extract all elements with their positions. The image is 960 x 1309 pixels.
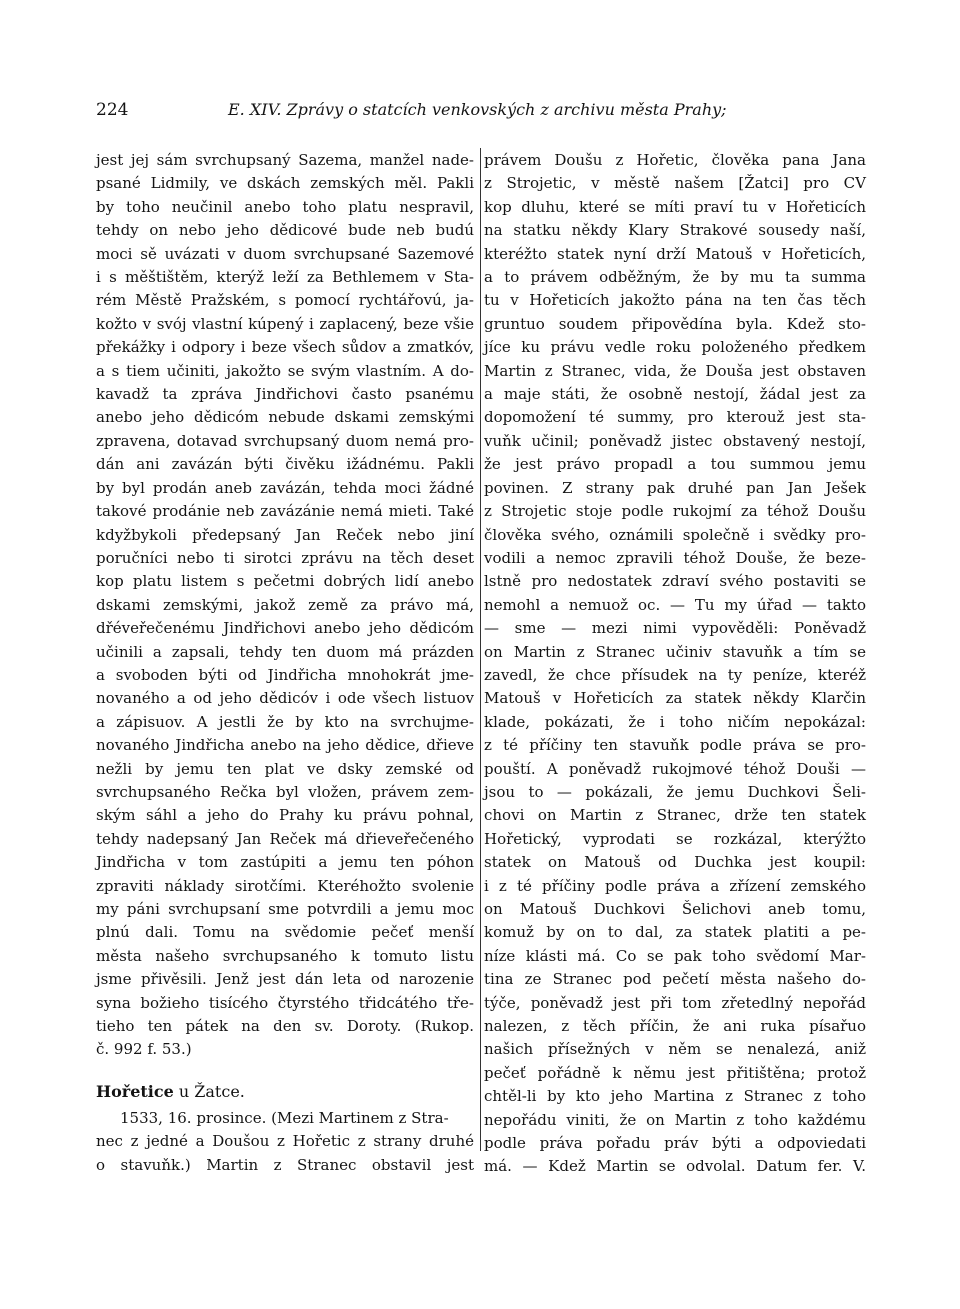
text-line: chtěl-li by kto jeho Martina z Stranec z toho — [484, 1087, 866, 1106]
text-line: tehdy on nebo jeho dědicové bude neb budú — [96, 221, 474, 240]
text-line: zavedl, že chce přísudek na ty peníze, kteréž — [484, 665, 866, 684]
text-line: nežli by jemu ten plat ve dsky zemské od — [96, 759, 474, 778]
text-line: dřéveřečenému Jindřichovi anebo jeho dědicóm — [96, 619, 474, 638]
text-line: našich přísežných v něm se nenalezá, aniž — [484, 1040, 866, 1059]
text-line: na statku někdy Klary Strakové sousedy naší, — [484, 221, 866, 240]
text-line: kožto v svój vlastní kúpený i zaplacený, beze všie — [96, 314, 474, 333]
text-line: plnú dali. Tomu na svědomie pečeť menší — [96, 923, 474, 942]
text-line: a to právem odběžným, že by mu ta summa — [484, 268, 866, 287]
text-line: svrchupsaného Rečka byl vložen, právem zem- — [96, 782, 474, 801]
text-line: takové prodánie neb zavázánie nemá mieti. Také — [96, 502, 474, 521]
text-line: ským sáhl a jeho do Prahy ku právu pohnal, — [96, 806, 474, 825]
text-line: gruntuo soudem připovědína byla. Kdež sto- — [484, 314, 866, 333]
text-line: on Martin z Stranec učiniv stavuňk a tím se — [484, 642, 866, 661]
text-line: a maje státi, že osobně nestojí, žádal jest za — [484, 385, 866, 404]
text-line: nemohl a nemuož oc. — Tu my úřad — takto — [484, 595, 866, 614]
text-line: my páni svrchupsaní sme potvrdili a jemu moc — [96, 900, 474, 918]
text-line: města našeho svrchupsaného k tomuto listu — [96, 946, 474, 965]
text-line: zpraviti náklady sirotčími. Kteréhožto svolenie — [96, 876, 474, 895]
text-line: že jest právo propadl a tou summou jemu — [484, 455, 866, 474]
text-line: kteréžto statek nyní drží Matouš v Hořeticích, — [484, 244, 866, 263]
text-line: komuž by on to dal, za statek platiti a pe- — [484, 923, 866, 942]
text-line: č. 992 f. 53.) — [96, 1040, 192, 1059]
text-line: a s tiem učiniti, jakožto se svým vlastním. A do- — [96, 361, 474, 380]
text-line: člověka svého, oznámili společně i svědky pro- — [484, 525, 866, 544]
text-line: tina ze Stranec pod pečetí města našeho do- — [484, 970, 866, 989]
text-line: nec z jedné a Doušou z Hořetic z strany druhé — [96, 1132, 474, 1151]
text-line: 1533, 16. prosince. (Mezi Martinem z Stra- — [120, 1108, 449, 1127]
text-line: pečeť pořádně k němu jest přitištěna; protož — [484, 1063, 866, 1082]
text-line: jsou to — pokázali, že jemu Duchkovi Šeli- — [484, 782, 866, 801]
text-line: anebo jeho dědicóm nebude dskami zemskými — [96, 408, 474, 427]
section-heading — [96, 1082, 474, 1101]
text-line: moci sě uvázati v duom svrchupsané Sazemové — [96, 244, 474, 263]
text-line: rém Městě Pražském, s pomocí rychtářovú, ja- — [96, 291, 474, 310]
text-line: on Matouš Duchkovi Šelichovi aneb tomu, — [484, 900, 866, 918]
text-line: by toho neučinil anebo toho platu nespravil, — [96, 197, 474, 216]
section-heading-suffix: u Žatce. — [173, 1081, 245, 1101]
text-line: má. — Kdež Martin se odvolal. Datum fer. V. — [484, 1157, 866, 1176]
text-line: kop platu listem s pečetmi dobrých lidí anebo — [96, 572, 474, 591]
left-column-entry-text — [96, 1107, 474, 1177]
text-line: učinili a zapsali, tehdy ten duom má prázden — [96, 642, 474, 661]
text-line: novaného Jindřicha anebo na jeho dědice, dřieve — [96, 736, 474, 755]
text-line: dopomožení té summy, pro kterouž jest sta- — [484, 408, 866, 427]
text-line: by byl prodán aneb zavázán, tehda moci žádné — [96, 478, 474, 497]
text-line: vodili a nemoc zpravili téhož Douše, že beze- — [484, 548, 866, 567]
text-line: lstně pro nedostatek zdraví svého postaviti se — [484, 572, 866, 591]
text-line: podle práva pořadu práv býti a odpoviedati — [484, 1134, 866, 1153]
text-line: Jindřicha v tom zastúpiti a jemu ten póhon — [96, 853, 474, 872]
text-line: psané Lidmily, ve dskách zemských měl. Pakli — [96, 174, 474, 193]
text-line: tu v Hořeticích jakožto pána na ten čas těch — [484, 291, 866, 310]
section-heading-place: Hořetice — [96, 1081, 174, 1101]
text-line: statek on Matouš od Duchka jest koupil: — [484, 853, 866, 872]
text-line: kdyžbykoli předepsaný Jan Reček nebo jiní — [96, 525, 474, 544]
text-line: — sme — mezi nimi vypověděli: Poněvadž — [484, 619, 866, 638]
text-line: Hořetický, vyprodati se rozkázal, kterýžto — [484, 829, 866, 848]
left-column — [96, 149, 474, 1177]
text-line: kavadž ta zpráva Jindřichovi často psanému — [96, 385, 474, 404]
text-line: zpravena, dotavad svrchupsaný duom nemá pro- — [96, 431, 474, 450]
text-line: syna božieho tisícého čtyrstého třidcátého tře- — [96, 993, 474, 1012]
text-line: Martin z Stranec, vida, že Douša jest obstaven — [484, 361, 866, 380]
text-line: pouští. A poněvadž rukojmové téhož Douši — — [484, 759, 866, 778]
page-header — [96, 100, 866, 126]
text-line: jsme přivěsili. Jenž jest dán leta od narozenie — [96, 970, 474, 989]
text-line: i z té příčiny podle práva a zřízení zemského — [484, 876, 866, 895]
text-line: jíce ku právu vedle roku položeného předkem — [484, 338, 866, 357]
running-title: E. XIV. Zprávy o statcích venkovských z archivu města Prahy; — [228, 100, 727, 119]
text-line: právem Doušu z Hořetic, člověka pana Jana — [484, 151, 866, 169]
text-line: Matouš v Hořeticích za statek někdy Klarčin — [484, 689, 866, 708]
text-line: tehdy nadepsaný Jan Reček má dřieveřečeného — [96, 829, 474, 848]
column-divider — [480, 148, 481, 1151]
text-line: níze klásti má. Co se pak toho svědomí Mar- — [484, 946, 866, 965]
text-line: a zápisuov. A jestli že by kto na svrchujme- — [96, 712, 474, 731]
text-line: jest jej sám svrchupsaný Sazema, manžel nade- — [96, 151, 474, 169]
text-line: z Strojetic stoje podle rukojmí za téhož Doušu — [484, 502, 866, 521]
text-line: a svoboden býti od Jindřicha mnohokrát jme- — [96, 665, 474, 684]
text-line: i s měštištěm, kterýž leží za Bethlemem v Sta- — [96, 268, 474, 287]
text-line: chovi on Martin z Stranec, drže ten statek — [484, 806, 866, 825]
text-line: nepořádu viniti, že on Martin z toho každému — [484, 1110, 866, 1129]
text-line: týče, poněvadž jest při tom zřetedlný nepořád — [484, 993, 866, 1012]
text-line: kop dluhu, které se míti praví tu v Hořeticích — [484, 197, 866, 216]
text-line: tieho ten pátek na den sv. Doroty. (Rukop. — [96, 1017, 474, 1036]
right-column — [484, 149, 866, 1179]
text-line: vuňk učinil; poněvadž jistec obstavený nestojí, — [484, 431, 866, 450]
text-line: dskami zemskými, jakož země za právo má, — [96, 595, 474, 614]
text-line: povinen. Z strany pak druhé pan Jan Ješek — [484, 478, 866, 497]
text-line: překážky i odpory i beze všech sůdov a zmatkóv, — [96, 338, 474, 357]
text-line: poručníci nebo ti sirotci zprávu na těch deset — [96, 548, 474, 567]
text-line: klade, pokázati, že i toho ničím nepokázal: — [484, 712, 866, 731]
text-line: dán ani zavázán býti čivěku ižádnému. Pakli — [96, 455, 474, 474]
text-line: novaného a od jeho dědicóv i ode všech listuov — [96, 689, 474, 708]
left-column-text — [96, 149, 474, 1062]
text-line: z Strojetic, v městě našem [Žatci] pro CV — [484, 174, 866, 193]
page-number: 224 — [96, 100, 129, 120]
text-line: z té příčiny ten stavuňk podle práva se pro- — [484, 736, 866, 755]
text-line: nalezen, z těch příčin, že ani ruka písařuo — [484, 1017, 866, 1036]
text-line: o stavuňk.) Martin z Stranec obstavil jest — [96, 1155, 474, 1174]
right-column-text — [484, 149, 866, 1179]
